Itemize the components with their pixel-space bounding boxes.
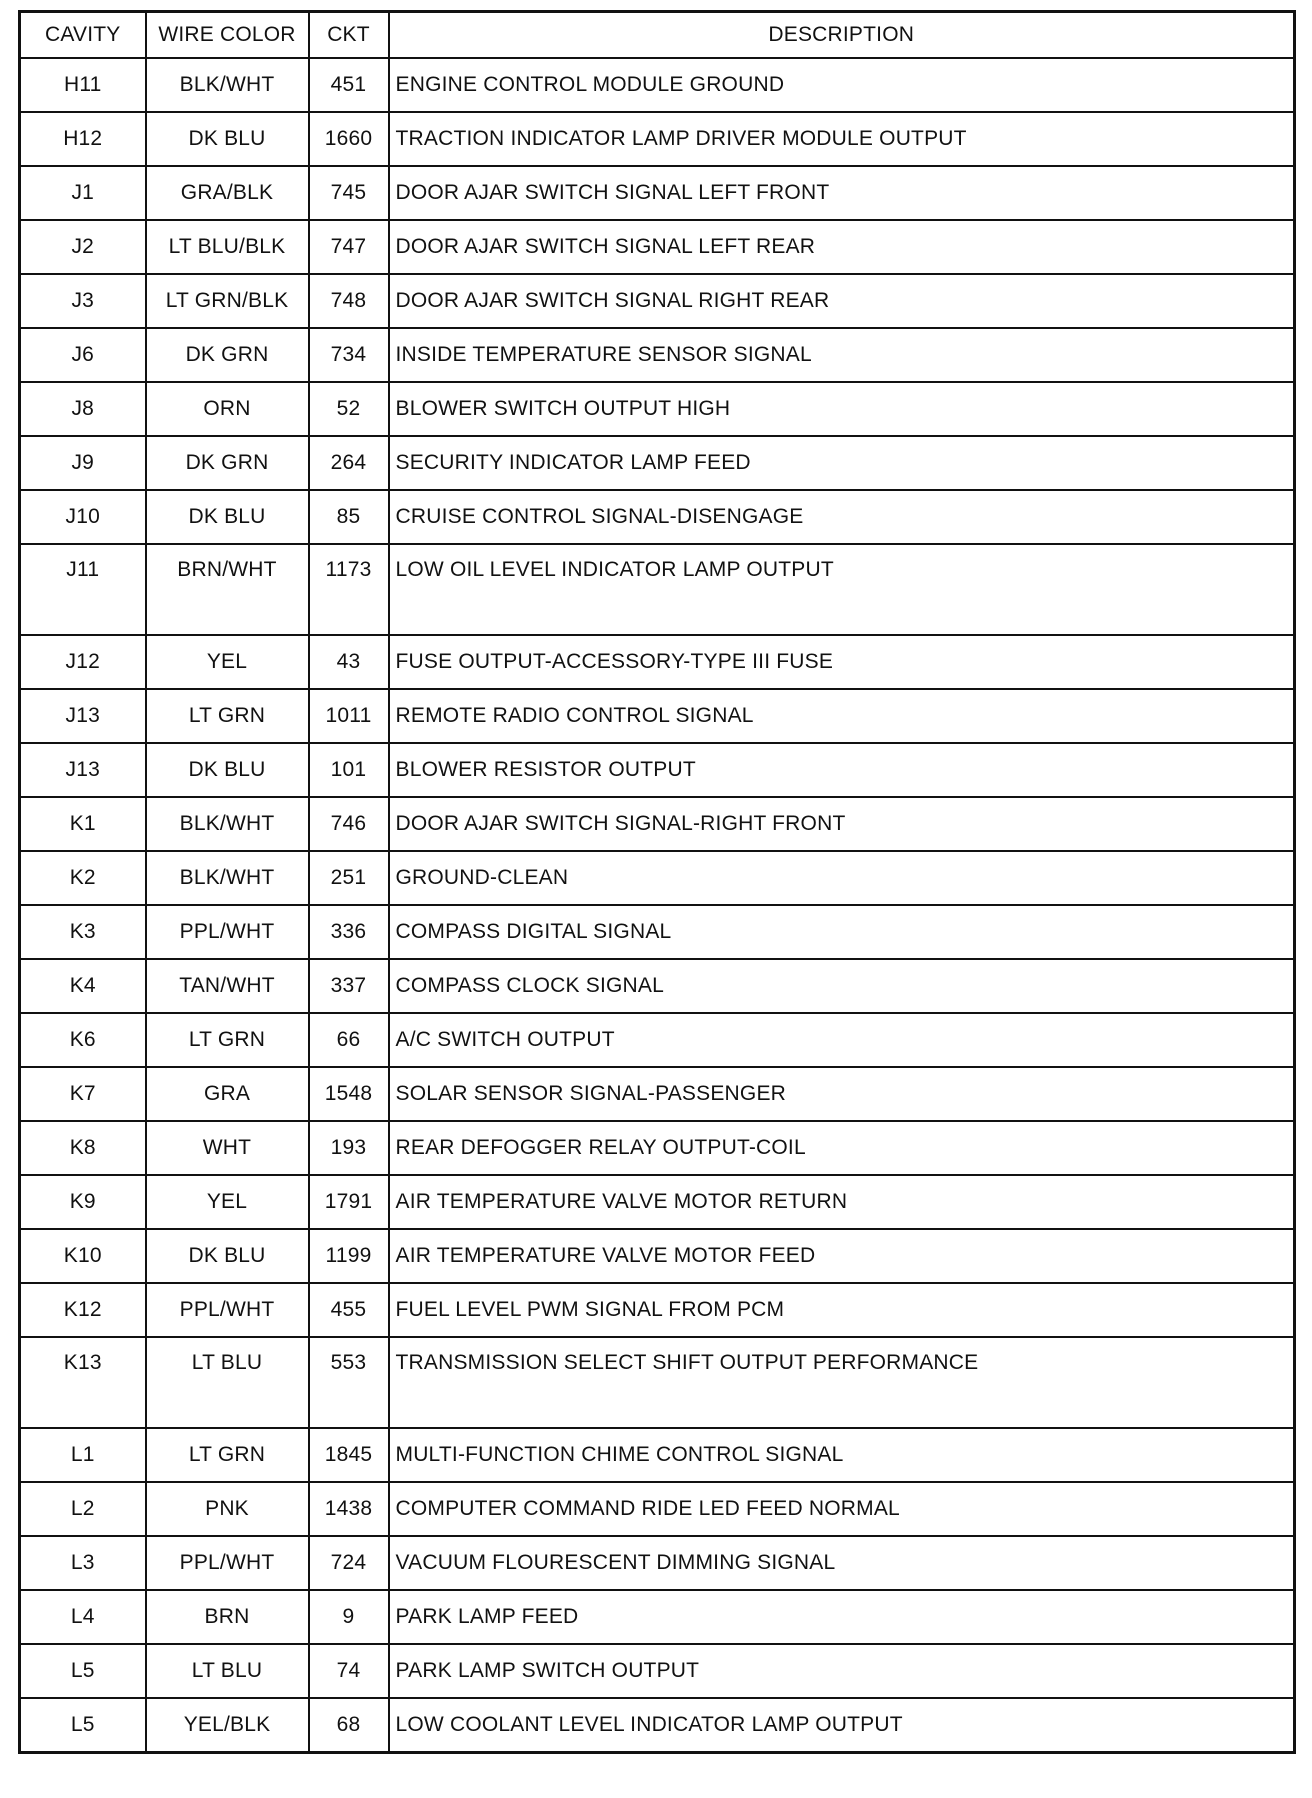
cavity-cell: K7 — [20, 1067, 146, 1121]
ckt-cell: 1791 — [309, 1175, 389, 1229]
wire-color-cell: GRA/BLK — [146, 166, 309, 220]
connector-pinout-table — [18, 10, 1296, 1754]
ckt-cell: 746 — [309, 797, 389, 851]
cavity-cell: K2 — [20, 851, 146, 905]
description-cell: TRANSMISSION SELECT SHIFT OUTPUT PERFORMANCE — [389, 1337, 1295, 1428]
table-row — [20, 1482, 1295, 1536]
ckt-cell: 1199 — [309, 1229, 389, 1283]
wire-color-cell: DK GRN — [146, 328, 309, 382]
table-row — [20, 797, 1295, 851]
table-row — [20, 635, 1295, 689]
table-row — [20, 166, 1295, 220]
table-row — [20, 1536, 1295, 1590]
description-cell: SOLAR SENSOR SIGNAL-PASSENGER — [389, 1067, 1295, 1121]
cavity-cell: H12 — [20, 112, 146, 166]
cavity-cell: J1 — [20, 166, 146, 220]
wire-color-cell: BRN — [146, 1590, 309, 1644]
ckt-cell: 336 — [309, 905, 389, 959]
table-row — [20, 274, 1295, 328]
wire-color-cell: ORN — [146, 382, 309, 436]
wire-color-cell: GRA — [146, 1067, 309, 1121]
wire-color-cell: DK BLU — [146, 743, 309, 797]
wire-color-cell: LT GRN/BLK — [146, 274, 309, 328]
cavity-cell: K9 — [20, 1175, 146, 1229]
ckt-cell: 43 — [309, 635, 389, 689]
ckt-cell: 68 — [309, 1698, 389, 1753]
wire-color-cell: BLK/WHT — [146, 58, 309, 112]
description-cell: ENGINE CONTROL MODULE GROUND — [389, 58, 1295, 112]
wire-color-cell: PNK — [146, 1482, 309, 1536]
ckt-cell: 1548 — [309, 1067, 389, 1121]
table-row — [20, 1229, 1295, 1283]
wire-color-cell: LT GRN — [146, 689, 309, 743]
description-cell: MULTI-FUNCTION CHIME CONTROL SIGNAL — [389, 1428, 1295, 1482]
description-cell: PARK LAMP FEED — [389, 1590, 1295, 1644]
cavity-cell: H11 — [20, 58, 146, 112]
description-cell: PARK LAMP SWITCH OUTPUT — [389, 1644, 1295, 1698]
ckt-cell: 193 — [309, 1121, 389, 1175]
wire-color-cell: LT BLU/BLK — [146, 220, 309, 274]
ckt-cell: 85 — [309, 490, 389, 544]
description-cell: REAR DEFOGGER RELAY OUTPUT-COIL — [389, 1121, 1295, 1175]
ckt-cell: 74 — [309, 1644, 389, 1698]
cavity-cell: K3 — [20, 905, 146, 959]
description-cell: AIR TEMPERATURE VALVE MOTOR RETURN — [389, 1175, 1295, 1229]
table-row — [20, 905, 1295, 959]
cavity-cell: J13 — [20, 743, 146, 797]
table-row — [20, 1013, 1295, 1067]
table-row — [20, 382, 1295, 436]
wire-color-cell: BRN/WHT — [146, 544, 309, 635]
wire-color-cell: LT BLU — [146, 1337, 309, 1428]
header-ckt: CKT — [309, 12, 389, 59]
wire-color-cell: DK BLU — [146, 112, 309, 166]
ckt-cell: 1660 — [309, 112, 389, 166]
table-row — [20, 1644, 1295, 1698]
table-row — [20, 743, 1295, 797]
description-cell: INSIDE TEMPERATURE SENSOR SIGNAL — [389, 328, 1295, 382]
description-cell: TRACTION INDICATOR LAMP DRIVER MODULE OUTPUT — [389, 112, 1295, 166]
ckt-cell: 1438 — [309, 1482, 389, 1536]
ckt-cell: 9 — [309, 1590, 389, 1644]
cavity-cell: L5 — [20, 1644, 146, 1698]
description-cell: DOOR AJAR SWITCH SIGNAL LEFT REAR — [389, 220, 1295, 274]
cavity-cell: K4 — [20, 959, 146, 1013]
description-cell: LOW OIL LEVEL INDICATOR LAMP OUTPUT — [389, 544, 1295, 635]
description-cell: REMOTE RADIO CONTROL SIGNAL — [389, 689, 1295, 743]
cavity-cell: J6 — [20, 328, 146, 382]
description-cell: DOOR AJAR SWITCH SIGNAL RIGHT REAR — [389, 274, 1295, 328]
wire-color-cell: DK BLU — [146, 490, 309, 544]
ckt-cell: 337 — [309, 959, 389, 1013]
table-row — [20, 1121, 1295, 1175]
wire-color-cell: PPL/WHT — [146, 1536, 309, 1590]
table-row — [20, 959, 1295, 1013]
description-cell: FUEL LEVEL PWM SIGNAL FROM PCM — [389, 1283, 1295, 1337]
table-row — [20, 58, 1295, 112]
description-cell: LOW COOLANT LEVEL INDICATOR LAMP OUTPUT — [389, 1698, 1295, 1753]
table-row — [20, 328, 1295, 382]
description-cell: A/C SWITCH OUTPUT — [389, 1013, 1295, 1067]
wire-color-cell: WHT — [146, 1121, 309, 1175]
cavity-cell: J2 — [20, 220, 146, 274]
description-cell: DOOR AJAR SWITCH SIGNAL LEFT FRONT — [389, 166, 1295, 220]
description-cell: DOOR AJAR SWITCH SIGNAL-RIGHT FRONT — [389, 797, 1295, 851]
ckt-cell: 52 — [309, 382, 389, 436]
table-row — [20, 1590, 1295, 1644]
ckt-cell: 251 — [309, 851, 389, 905]
description-cell: SECURITY INDICATOR LAMP FEED — [389, 436, 1295, 490]
wire-color-cell: LT BLU — [146, 1644, 309, 1698]
ckt-cell: 101 — [309, 743, 389, 797]
description-cell: VACUUM FLOURESCENT DIMMING SIGNAL — [389, 1536, 1295, 1590]
ckt-cell: 1845 — [309, 1428, 389, 1482]
cavity-cell: J9 — [20, 436, 146, 490]
wire-color-cell: PPL/WHT — [146, 905, 309, 959]
ckt-cell: 451 — [309, 58, 389, 112]
cavity-cell: J8 — [20, 382, 146, 436]
header-wire-color: WIRE COLOR — [146, 12, 309, 59]
cavity-cell: L1 — [20, 1428, 146, 1482]
cavity-cell: L2 — [20, 1482, 146, 1536]
description-cell: CRUISE CONTROL SIGNAL-DISENGAGE — [389, 490, 1295, 544]
header-row — [20, 12, 1295, 59]
ckt-cell: 455 — [309, 1283, 389, 1337]
table-row — [20, 436, 1295, 490]
wire-color-cell: DK BLU — [146, 1229, 309, 1283]
cavity-cell: L4 — [20, 1590, 146, 1644]
ckt-cell: 66 — [309, 1013, 389, 1067]
description-cell: COMPASS DIGITAL SIGNAL — [389, 905, 1295, 959]
description-cell: COMPASS CLOCK SIGNAL — [389, 959, 1295, 1013]
cavity-cell: K8 — [20, 1121, 146, 1175]
table-row — [20, 1175, 1295, 1229]
wire-color-cell: YEL/BLK — [146, 1698, 309, 1753]
cavity-cell: K10 — [20, 1229, 146, 1283]
cavity-cell: J10 — [20, 490, 146, 544]
table-row — [20, 220, 1295, 274]
cavity-cell: J11 — [20, 544, 146, 635]
table-row — [20, 1428, 1295, 1482]
description-cell: AIR TEMPERATURE VALVE MOTOR FEED — [389, 1229, 1295, 1283]
table-row — [20, 1337, 1295, 1428]
wire-color-cell: YEL — [146, 635, 309, 689]
wire-color-cell: BLK/WHT — [146, 797, 309, 851]
description-cell: GROUND-CLEAN — [389, 851, 1295, 905]
cavity-cell: K13 — [20, 1337, 146, 1428]
cavity-cell: L5 — [20, 1698, 146, 1753]
table-row — [20, 1283, 1295, 1337]
description-cell: COMPUTER COMMAND RIDE LED FEED NORMAL — [389, 1482, 1295, 1536]
ckt-cell: 747 — [309, 220, 389, 274]
description-cell: BLOWER RESISTOR OUTPUT — [389, 743, 1295, 797]
wire-color-cell: BLK/WHT — [146, 851, 309, 905]
wire-color-cell: YEL — [146, 1175, 309, 1229]
ckt-cell: 724 — [309, 1536, 389, 1590]
ckt-cell: 1011 — [309, 689, 389, 743]
ckt-cell: 748 — [309, 274, 389, 328]
cavity-cell: J13 — [20, 689, 146, 743]
cavity-cell: K1 — [20, 797, 146, 851]
table-row — [20, 112, 1295, 166]
table-row — [20, 851, 1295, 905]
wire-color-cell: DK GRN — [146, 436, 309, 490]
cavity-cell: K12 — [20, 1283, 146, 1337]
header-cavity: CAVITY — [20, 12, 146, 59]
table-row — [20, 689, 1295, 743]
cavity-cell: J3 — [20, 274, 146, 328]
wire-color-cell: TAN/WHT — [146, 959, 309, 1013]
ckt-cell: 1173 — [309, 544, 389, 635]
cavity-cell: K6 — [20, 1013, 146, 1067]
ckt-cell: 745 — [309, 166, 389, 220]
description-cell: BLOWER SWITCH OUTPUT HIGH — [389, 382, 1295, 436]
wire-color-cell: LT GRN — [146, 1428, 309, 1482]
table-row — [20, 490, 1295, 544]
wire-color-cell: LT GRN — [146, 1013, 309, 1067]
connector-pinout-sheet — [18, 10, 1296, 1754]
ckt-cell: 734 — [309, 328, 389, 382]
table-row — [20, 544, 1295, 635]
ckt-cell: 553 — [309, 1337, 389, 1428]
description-cell: FUSE OUTPUT-ACCESSORY-TYPE III FUSE — [389, 635, 1295, 689]
header-description: DESCRIPTION — [389, 12, 1295, 59]
cavity-cell: J12 — [20, 635, 146, 689]
table-row — [20, 1698, 1295, 1753]
table-row — [20, 1067, 1295, 1121]
ckt-cell: 264 — [309, 436, 389, 490]
wire-color-cell: PPL/WHT — [146, 1283, 309, 1337]
cavity-cell: L3 — [20, 1536, 146, 1590]
